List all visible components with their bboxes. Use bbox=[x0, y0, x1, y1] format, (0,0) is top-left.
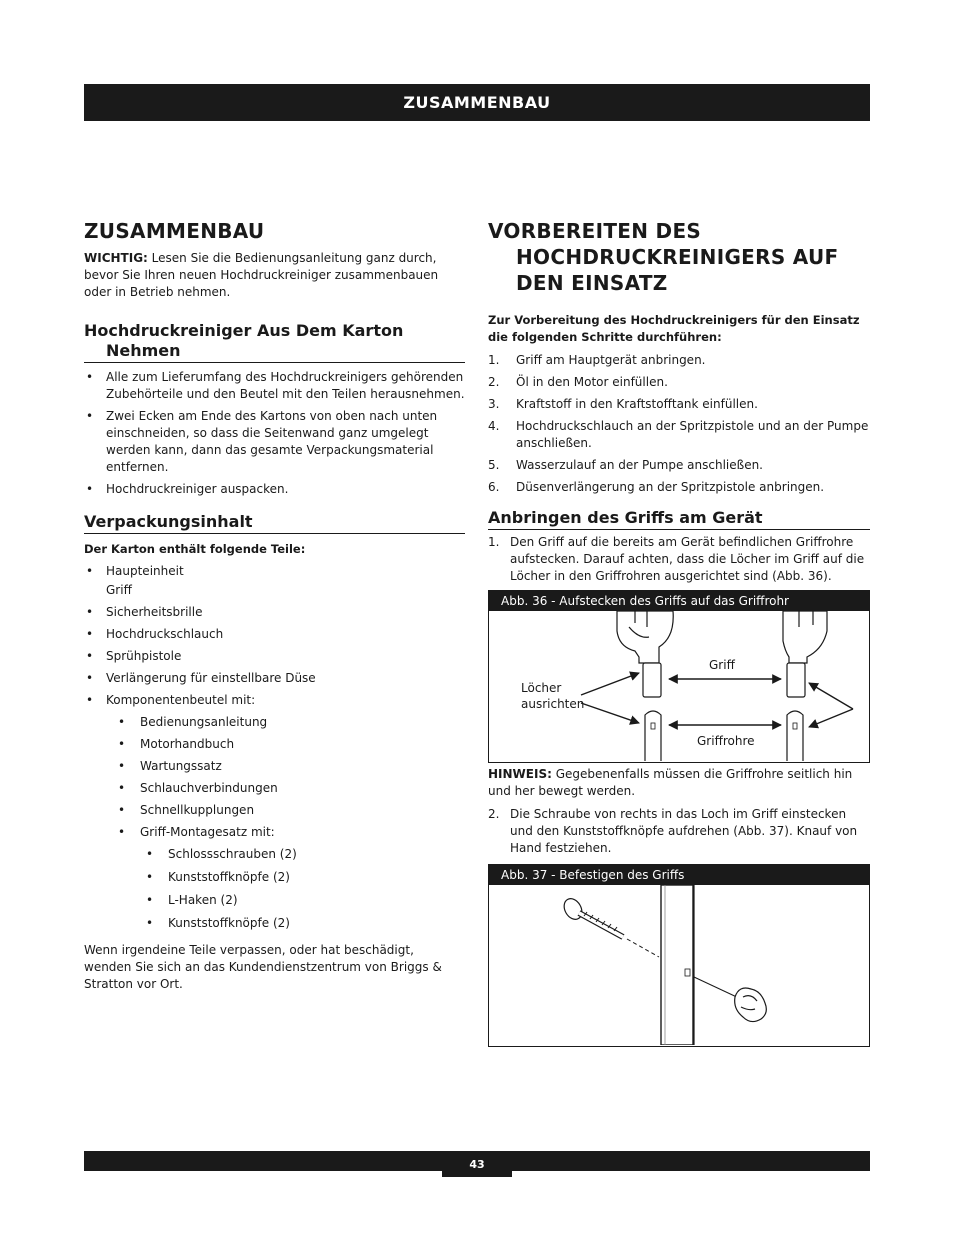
list-item-text: Schlossschrauben (2) bbox=[168, 847, 297, 861]
list-item-text: Kunststoffknöpfe (2) bbox=[168, 916, 290, 930]
right-heading bbox=[488, 218, 870, 296]
list-item bbox=[84, 369, 465, 403]
list-item-text: Sicherheitsbrille bbox=[106, 605, 203, 619]
step-text: Den Griff auf die bereits am Gerät befindlichen Griffrohre aufstecken. Darauf achten, dass die Löcher im Griff auf die Löcher in den Griffrohren ausgerichtet sind (Abb. 36). bbox=[510, 535, 865, 583]
alignment-arrows bbox=[581, 673, 853, 727]
list-item bbox=[84, 714, 465, 731]
bullet-mark: • bbox=[86, 671, 94, 685]
right-heading-line3: DEN EINSATZ bbox=[516, 271, 668, 295]
handle-step2 bbox=[488, 806, 870, 857]
step-text: Hochdruckschlauch an der Spritzpistole und an der Pumpe anschließen. bbox=[516, 419, 869, 450]
list-item bbox=[84, 758, 465, 775]
closing-paragraph: Wenn irgendeine Teile verpassen, oder hat beschädigt, wenden Sie sich an das Kundendienstzentrum von Briggs & Stratton vor Ort. bbox=[84, 943, 442, 991]
bolt-icon bbox=[561, 895, 623, 937]
right-heading-line2: HOCHDRUCKREINIGERS AUF bbox=[516, 245, 839, 269]
figure-37 bbox=[488, 864, 870, 1047]
list-item-text: Sprühpistole bbox=[106, 649, 182, 663]
griffrohr-left bbox=[645, 711, 661, 761]
bullet-mark: • bbox=[86, 649, 94, 663]
note-label: HINWEIS: bbox=[488, 767, 552, 781]
label-griff: Griff bbox=[709, 658, 735, 672]
left-hand-icon bbox=[617, 611, 673, 663]
step-number: 2. bbox=[488, 375, 500, 389]
list-item bbox=[488, 457, 870, 474]
list-item bbox=[488, 396, 870, 413]
note-paragraph bbox=[488, 766, 870, 800]
intro-paragraph bbox=[84, 250, 465, 301]
step-text: Wasserzulauf an der Pumpe anschließen. bbox=[516, 458, 763, 472]
step-number: 5. bbox=[488, 458, 500, 472]
knob-guide-line bbox=[694, 977, 741, 999]
step-number: 1. bbox=[488, 353, 500, 367]
list-item bbox=[488, 534, 870, 585]
knob-icon bbox=[735, 988, 767, 1022]
components-sublist bbox=[84, 714, 465, 841]
right-hand-icon bbox=[783, 611, 827, 663]
bullet-mark: • bbox=[118, 781, 126, 795]
contents-list bbox=[84, 563, 465, 580]
section-unpack-title-line1: Hochdruckreiniger Aus Dem Karton bbox=[84, 321, 404, 340]
list-item bbox=[84, 915, 465, 932]
figure-36-caption: Abb. 36 - Aufstecken des Griffs auf das Griffrohr bbox=[489, 591, 869, 611]
list-item bbox=[84, 692, 465, 709]
bullet-mark: • bbox=[146, 916, 154, 930]
step-text: Öl in den Motor einfüllen. bbox=[516, 375, 668, 389]
left-heading: ZUSAMMENBAU bbox=[84, 219, 265, 243]
prep-lead: Zur Vorbereitung des Hochdruckreinigers für den Einsatz die folgenden Schritte durchführen: bbox=[488, 313, 860, 344]
bolt-guide-line bbox=[627, 939, 659, 957]
list-item bbox=[84, 869, 465, 886]
bullet-mark: • bbox=[118, 737, 126, 751]
list-item bbox=[84, 802, 465, 819]
list-item bbox=[84, 604, 465, 621]
header-bar bbox=[84, 84, 870, 121]
intro-label: WICHTIG: bbox=[84, 251, 148, 265]
list-item-text: Wartungssatz bbox=[140, 759, 222, 773]
page-number-text: 43 bbox=[469, 1157, 485, 1171]
step-text: Die Schraube von rechts in das Loch im Griff einstecken und den Kunststoffknöpfe aufdrehen (Abb. 37). Knauf von Hand festziehen. bbox=[510, 807, 858, 855]
label-loecher: Löcher bbox=[521, 681, 562, 695]
page-number bbox=[442, 1151, 512, 1177]
list-item bbox=[84, 626, 465, 643]
list-item bbox=[84, 408, 465, 476]
bullet-mark: • bbox=[118, 825, 126, 839]
bullet-mark: • bbox=[118, 759, 126, 773]
bullet-mark: • bbox=[86, 627, 94, 641]
handle-tube bbox=[661, 885, 693, 1045]
unpack-list bbox=[84, 369, 465, 498]
figure-37-illustration bbox=[489, 885, 869, 1045]
contents-item-griff: Griff bbox=[106, 583, 132, 597]
right-heading-line1: VORBEREITEN DES bbox=[488, 219, 702, 243]
list-item-text: Motorhandbuch bbox=[140, 737, 235, 751]
section-contents-title: Verpackungsinhalt bbox=[84, 512, 465, 534]
list-item-text: L-Haken (2) bbox=[168, 893, 238, 907]
list-item bbox=[488, 418, 870, 452]
handle-tube-right bbox=[787, 663, 805, 697]
bullet-mark: • bbox=[146, 870, 154, 884]
step-number: 2. bbox=[488, 807, 500, 821]
list-item bbox=[488, 352, 870, 369]
bullet-mark: • bbox=[86, 605, 94, 619]
step-number: 6. bbox=[488, 480, 500, 494]
bullet-mark: • bbox=[86, 409, 94, 423]
intro-text: Lesen Sie die Bedienungsanleitung ganz durch, bevor Sie Ihren neuen Hochdruckreiniger zusammenbauen oder in Betrieb nehmen. bbox=[84, 251, 439, 299]
list-item-text: Hochdruckschlauch bbox=[106, 627, 224, 641]
step-text: Griff am Hauptgerät anbringen. bbox=[516, 353, 706, 367]
label-griffrohre: Griffrohre bbox=[697, 734, 755, 748]
contents-list-2 bbox=[84, 604, 465, 709]
list-item bbox=[84, 846, 465, 863]
bullet-mark: • bbox=[86, 370, 94, 384]
bullet-mark: • bbox=[86, 564, 94, 578]
section-unpack-title bbox=[84, 321, 465, 363]
step-number: 1. bbox=[488, 535, 500, 549]
list-item-text: Hochdruckreiniger auspacken. bbox=[106, 482, 289, 496]
list-item-text: Verlängerung für einstellbare Düse bbox=[106, 671, 316, 685]
prep-steps bbox=[488, 352, 870, 496]
list-item bbox=[84, 670, 465, 687]
bullet-mark: • bbox=[86, 693, 94, 707]
list-item bbox=[84, 563, 465, 580]
section-unpack-title-line2: Nehmen bbox=[106, 341, 181, 360]
figure-36-illustration bbox=[489, 611, 869, 761]
list-item-text: Schlauchverbindungen bbox=[140, 781, 278, 795]
header-title: ZUSAMMENBAU bbox=[403, 93, 551, 112]
list-item bbox=[488, 374, 870, 391]
list-item-text: Bedienungsanleitung bbox=[140, 715, 268, 729]
step-text: Düsenverlängerung an der Spritzpistole anbringen. bbox=[516, 480, 825, 494]
bullet-mark: • bbox=[118, 803, 126, 817]
griffrohr-right bbox=[787, 711, 803, 761]
bullet-mark: • bbox=[146, 847, 154, 861]
bullet-mark: • bbox=[118, 715, 126, 729]
list-item bbox=[84, 824, 465, 841]
bullet-mark: • bbox=[86, 482, 94, 496]
contents-lead: Der Karton enthält folgende Teile: bbox=[84, 542, 306, 556]
section-handle-title: Anbringen des Griffs am Gerät bbox=[488, 508, 870, 530]
bullet-mark: • bbox=[146, 893, 154, 907]
list-item-text: Haupteinheit bbox=[106, 564, 184, 578]
left-column bbox=[84, 218, 465, 993]
figure-36 bbox=[488, 590, 870, 763]
step-number: 3. bbox=[488, 397, 500, 411]
list-item-text: Schnellkupplungen bbox=[140, 803, 255, 817]
list-item-text: Griff-Montagesatz mit: bbox=[140, 825, 275, 839]
note-text: Gegebenenfalls müssen die Griffrohre seitlich hin und her bewegt werden. bbox=[488, 767, 853, 798]
figure-37-caption: Abb. 37 - Befestigen des Griffs bbox=[489, 865, 869, 885]
list-item-text: Kunststoffknöpfe (2) bbox=[168, 870, 290, 884]
step-number: 4. bbox=[488, 419, 500, 433]
list-item-text: Zwei Ecken am Ende des Kartons von oben nach unten einschneiden, so dass die Seitenwand ganz umgelegt werden kann, dann das gesamte Verpackungsmaterial entfernen. bbox=[106, 409, 438, 474]
list-item bbox=[488, 479, 870, 496]
label-ausrichten: ausrichten bbox=[521, 697, 585, 711]
list-item-text: Alle zum Lieferumfang des Hochdruckreinigers gehörenden Zubehörteile und den Beutel mit den Teilen herausnehmen. bbox=[106, 370, 465, 401]
list-item bbox=[84, 648, 465, 665]
list-item bbox=[488, 806, 870, 857]
list-item bbox=[84, 736, 465, 753]
list-item bbox=[84, 892, 465, 909]
list-item bbox=[84, 481, 465, 498]
step-text: Kraftstoff in den Kraftstofftank einfüllen. bbox=[516, 397, 758, 411]
list-item bbox=[84, 780, 465, 797]
right-column bbox=[488, 218, 870, 1047]
list-item-text: Komponentenbeutel mit: bbox=[106, 693, 256, 707]
handle-tube-left bbox=[643, 663, 661, 697]
handle-step1 bbox=[488, 534, 870, 585]
mounting-kit-sublist bbox=[84, 846, 465, 932]
